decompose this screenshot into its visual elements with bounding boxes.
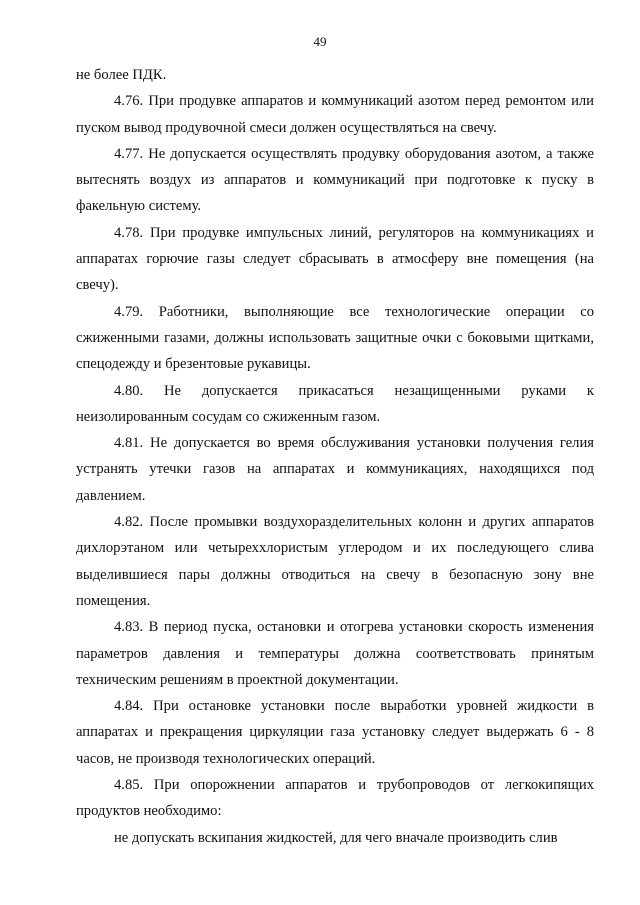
paragraph-4-82: 4.82. После промывки воздухоразделительных колонн и других аппаратов дихлорэтаном или четыреххлористым углеродом и их последующего слива выделившиеся пары должны отводиться на свечу в безопасную зону вне помещения. [76,514,594,609]
page-number: 49 [313,34,327,49]
paragraph-4-85: 4.85. При опорожнении аппаратов и трубопроводов от легкокипящих продуктов необходимо: [76,777,594,820]
paragraph-4-83: 4.83. В период пуска, остановки и отогрева установки скорость изменения параметров давления и температуры должна соответствовать принятым техническим решениям в проектной документации. [76,619,594,688]
paragraph-4-80: 4.80. Не допускается прикасаться незащищенными руками к неизолированным сосудам со сжиженным газом. [76,382,594,425]
paragraph-4-84: 4.84. При остановке установки после выработки уровней жидкости в аппаратах и прекращения циркуляции газа установку следует выдержать 6 - 8 часов, не производя технологических операций. [76,698,594,767]
paragraph-continuation: не более ПДК. [76,67,167,83]
paragraph-4-81: 4.81. Не допускается во время обслуживания установки получения гелия устранять утечки газов на аппаратах и коммуникациях, находящихся под давлением. [76,435,594,504]
paragraph-4-79: 4.79. Работники, выполняющие все технологические операции со сжиженными газами, должны использовать защитные очки с боковыми щитками, спецодежду и брезентовые рукавицы. [76,303,594,373]
paragraph-4-78: 4.78. При продувке импульсных линий, регуляторов на коммуникациях и аппаратах горючие газы следует сбрасывать в атмосферу вне помещения (на свечу). [76,224,594,294]
paragraph-4-77: 4.77. Не допускается осуществлять продувку оборудования азотом, а также вытеснять воздух из аппаратов и коммуникаций при подготовке к пуску в факельную систему. [76,145,594,215]
paragraph-4-76: 4.76. При продувке аппаратов и коммуникаций азотом перед ремонтом или пуском вывод продувочной смеси должен осуществляться на свечу. [76,93,594,136]
paragraph-4-85-item: не допускать вскипания жидкостей, для чего вначале производить слив [114,829,558,846]
document-body [76,62,594,851]
